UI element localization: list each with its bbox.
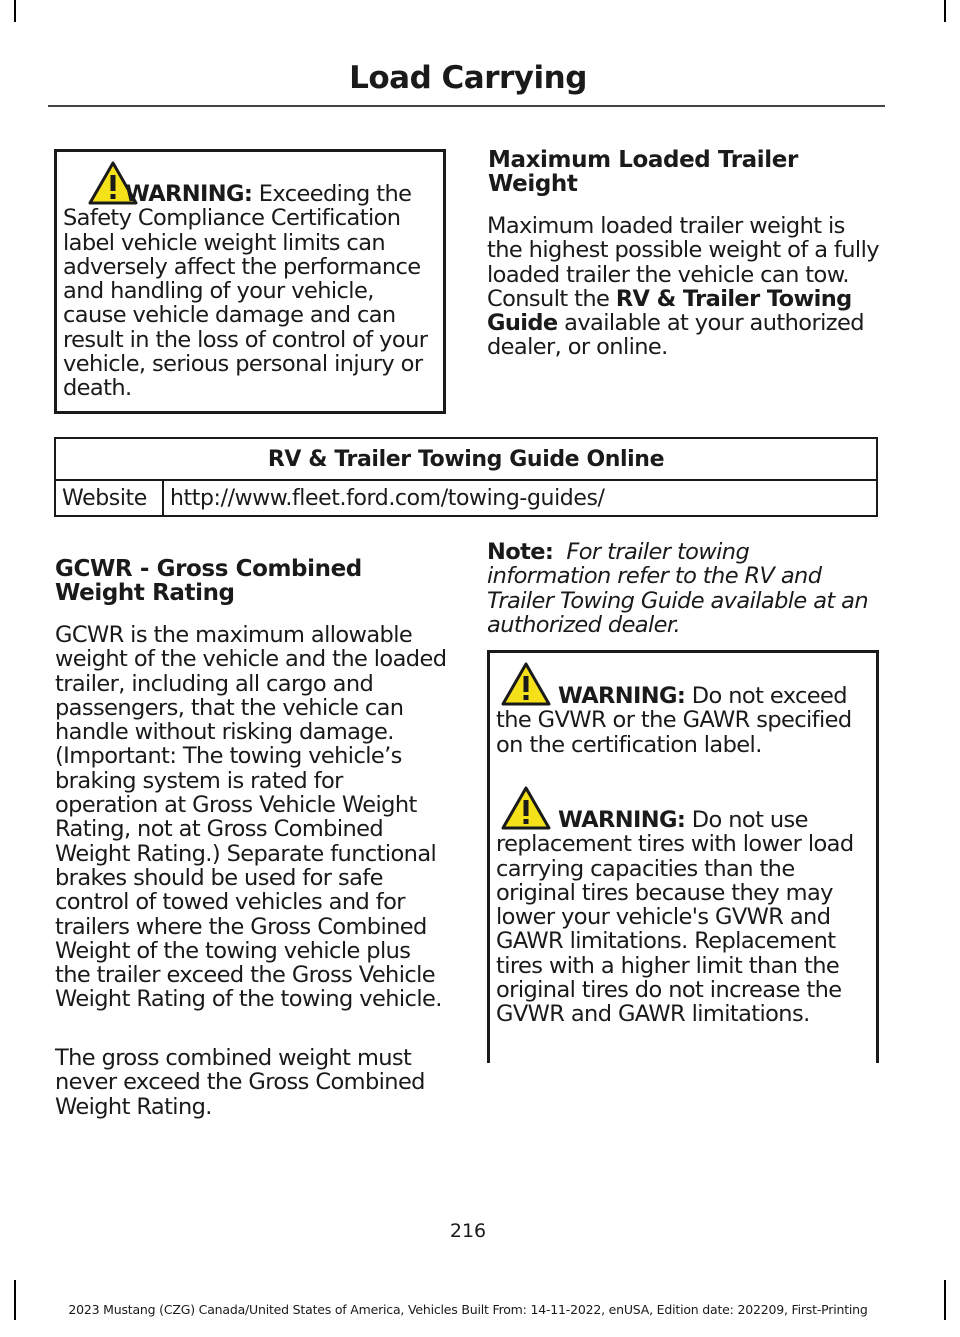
page-title: Load Carrying xyxy=(349,60,587,96)
page-number: 216 xyxy=(449,1220,487,1242)
table-row xyxy=(55,480,877,516)
table-cell-label: Website xyxy=(55,480,163,516)
table-title: RV & Trailer Towing Guide Online xyxy=(55,438,877,480)
section-heading-max-trailer: Maximum Loaded Trailer Weight xyxy=(488,147,798,197)
towing-guide-table xyxy=(54,437,878,517)
gcwr-paragraph-2: The gross combined weight must never exceed the Gross Combined Weight Rating. xyxy=(55,1045,425,1120)
crop-mark-top-left xyxy=(14,0,16,22)
edition-footer: 2023 Mustang (CZG) Canada/United States of America, Vehicles Built From: 14-11-2022, enUSA, Edition date: 202209, First-Printing xyxy=(68,1302,868,1317)
max-trailer-text: Maximum loaded trailer weight is the highest possible weight of a fully loaded trailer the vehicle can tow. Consult the RV & Trailer Towing Guide available at your authorized dealer, or online. xyxy=(487,213,879,361)
warning-text: Do not exceed the GVWR or the GAWR specified on the certification label. xyxy=(496,683,852,758)
warning-label: WARNING: xyxy=(558,807,686,833)
crop-mark-bottom-right xyxy=(944,1280,946,1320)
towing-guide-ref: RV & Trailer Towing Guide xyxy=(487,285,852,337)
note xyxy=(487,540,872,637)
warning-label: WARNING: xyxy=(125,181,253,207)
table-cell-url: http://www.fleet.ford.com/towing-guides/ xyxy=(163,480,877,516)
gcwr-paragraph-1: GCWR is the maximum allowable weight of the vehicle and the loaded trailer, including all cargo and passengers, that the vehicle can handle without risking damage. (Important: The towing vehicle’s braking system is rated for operation at Gross Vehicle Weight Rating, not at Gross Combined Weight Rating.) Separate functional brakes should be used for safe control of towed vehicles and for trailers where the Gross Combined Weight of the towing vehicle plus the trailer exceed the Gross Vehicle Weight Rating of the towing vehicle. xyxy=(55,622,447,1013)
warning-text: Do not use replacement tires with lower load carrying capacities than the original tires because they may lower your vehicle's GVWR and GAWR limitations. Replacement tires with a higher limit than the original tires do not increase the GVWR and GAWR limitations. xyxy=(496,807,854,1028)
warning-text: Exceeding the Safety Compliance Certification label vehicle weight limits can adversely affect the performance and handling of your vehicle, cause vehicle damage and can result in the loss of control of your vehicle, serious personal injury or death. xyxy=(63,181,428,402)
crop-mark-top-right xyxy=(944,0,946,22)
warning-box-gvwr-tires xyxy=(487,650,879,1063)
warning-label: WARNING: xyxy=(558,683,686,709)
section-heading-gcwr: GCWR - Gross Combined Weight Rating xyxy=(55,556,362,606)
note-label: Note: xyxy=(487,539,554,565)
title-divider xyxy=(48,105,885,107)
note-text: For trailer towing information refer to the RV and Trailer Towing Guide available at an authorized dealer. xyxy=(487,539,869,638)
warning-box-safety xyxy=(54,149,446,414)
